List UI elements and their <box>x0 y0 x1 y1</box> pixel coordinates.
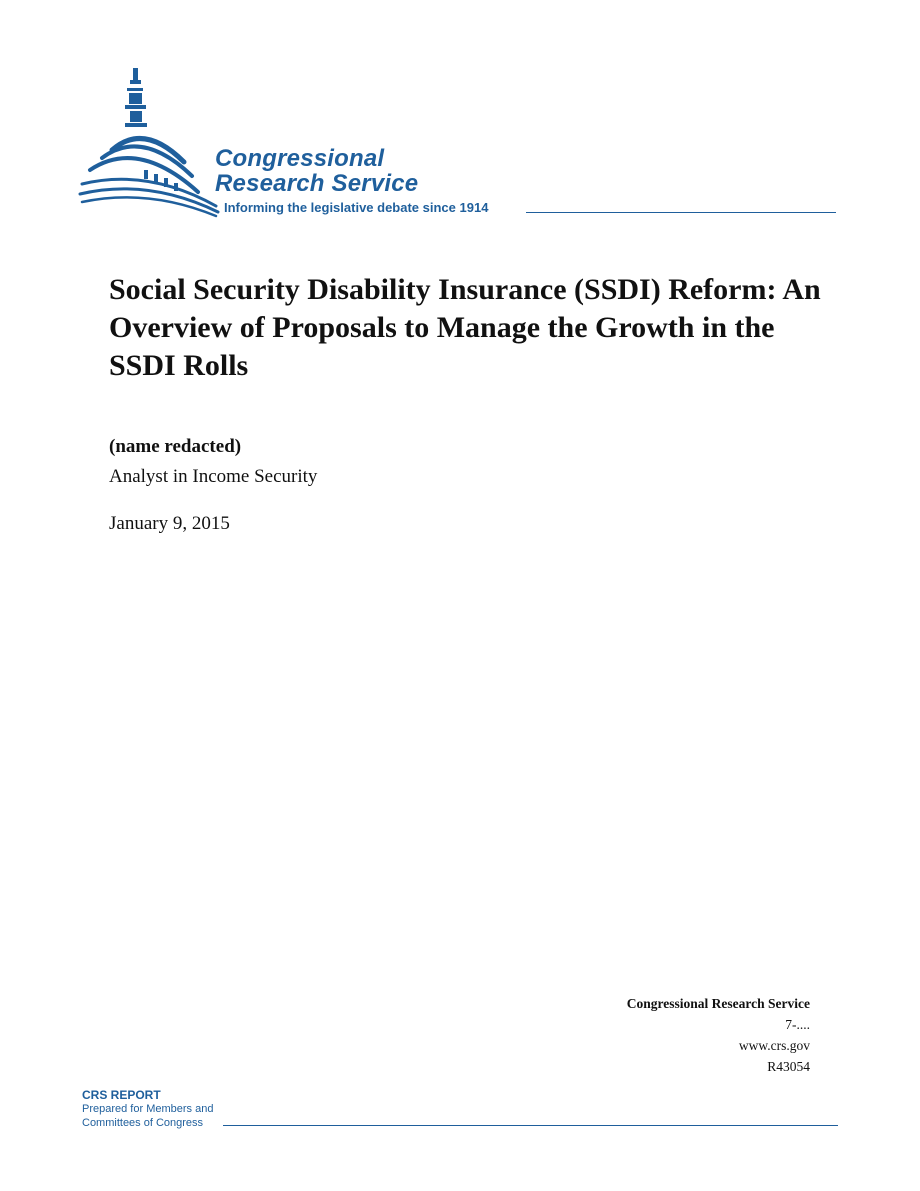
crs-logo <box>78 66 838 218</box>
contact-block <box>627 993 810 1077</box>
report-date: January 9, 2015 <box>109 513 230 534</box>
footer <box>82 1088 838 1133</box>
logo-wordmark <box>215 146 418 196</box>
logo-name-line2: Research Service <box>215 170 419 197</box>
report-number: R43054 <box>767 1059 810 1074</box>
author-role: Analyst in Income Security <box>109 466 318 487</box>
logo-tagline: Informing the legislative debate since 1914 <box>224 200 489 215</box>
report-title: Social Security Disability Insurance (SSDI) Reform: An Overview of Proposals to Manage the Growth in the SSDI Rolls <box>109 273 821 382</box>
contact-org: Congressional Research Service <box>626 996 810 1011</box>
contact-phone: 7-.... <box>785 1017 810 1032</box>
footer-line-1: Prepared for Members and <box>82 1103 214 1115</box>
footer-divider <box>223 1125 838 1126</box>
logo-divider <box>526 212 836 213</box>
author-name: (name redacted) <box>109 436 242 457</box>
footer-heading: CRS REPORT <box>82 1088 161 1102</box>
capitol-dome-icon <box>78 66 228 218</box>
contact-website[interactable]: www.crs.gov <box>738 1038 810 1053</box>
footer-line-2: Committees of Congress <box>82 1117 204 1129</box>
logo-name-line1: Congressional <box>215 145 385 172</box>
